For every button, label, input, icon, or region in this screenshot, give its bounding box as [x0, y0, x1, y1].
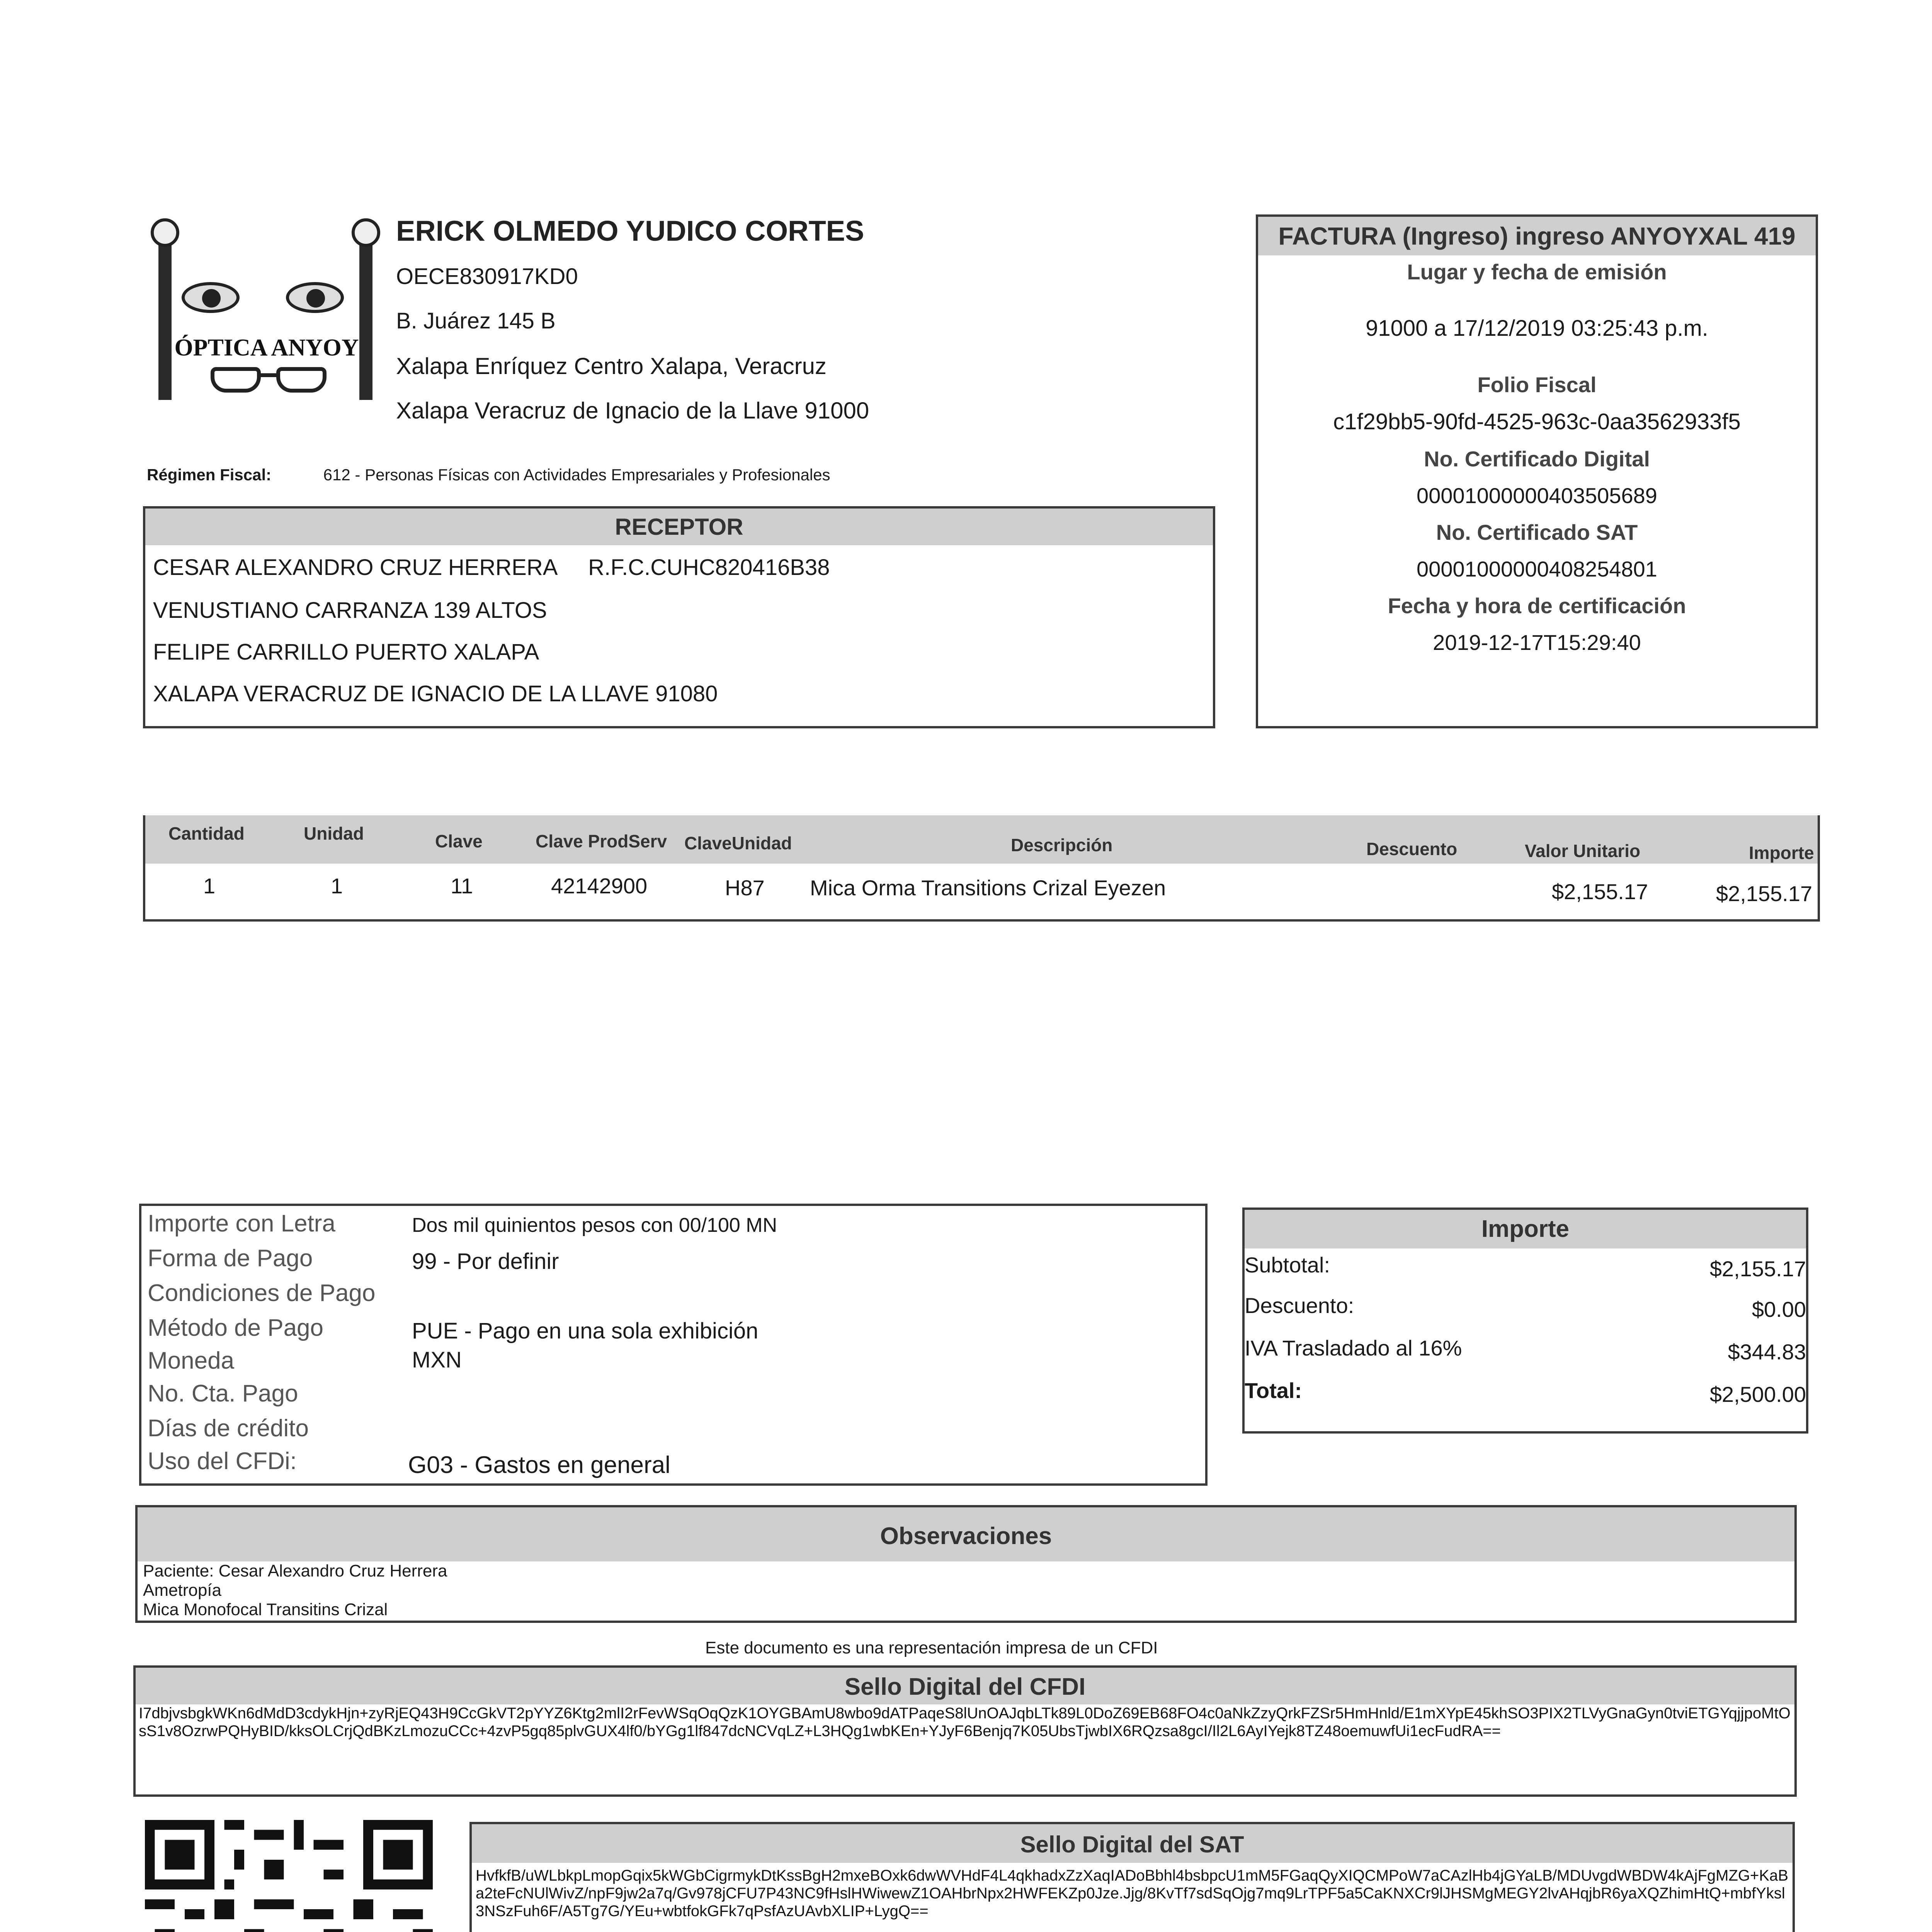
folio-label: Folio Fiscal [1477, 372, 1597, 397]
glasses-icon [211, 367, 327, 394]
folio-value: c1f29bb5-90fd-4525-963c-0aa3562933f5 [1333, 409, 1741, 434]
lugar-value: 91000 a 17/12/2019 03:25:43 p.m. [1366, 316, 1708, 341]
iva-label: IVA Trasladado al 16% [1245, 1336, 1462, 1360]
cell-clave-prodserv: 42142900 [551, 874, 648, 898]
invoice-title: FACTURA (Ingreso) ingreso ANYOYXAL 419 [1258, 217, 1816, 255]
fecha-cert-value: 2019-12-17T15:29:40 [1433, 630, 1641, 655]
cell-descripcion: Mica Orma Transitions Crizal Eyezen [810, 876, 1166, 900]
sello-cfdi-box [133, 1665, 1797, 1797]
descuento-label: Descuento: [1245, 1293, 1354, 1318]
cfdi-note: Este documento es una representación impresa de un CFDI [705, 1638, 1158, 1657]
col-descripcion: Descripción [1011, 835, 1113, 855]
iva-value: $344.83 [1728, 1340, 1806, 1364]
table-row [145, 864, 1818, 918]
items-header [145, 815, 1818, 864]
metodo-pago-label: Método de Pago [148, 1315, 324, 1341]
observaciones-box [135, 1505, 1797, 1623]
cell-clave-unidad: H87 [725, 876, 765, 900]
cell-importe: $2,155.17 [1716, 881, 1813, 906]
col-valor-unitario: Valor Unitario [1525, 841, 1641, 861]
issuer-info [396, 214, 1208, 433]
observaciones-line-2: Ametropía [143, 1581, 221, 1600]
issuer-name: ERICK OLMEDO YUDICO CORTES [396, 215, 864, 247]
receptor-box [143, 506, 1215, 728]
descuento-value: $0.00 [1752, 1297, 1806, 1321]
uso-cfdi-value: G03 - Gastos en general [408, 1452, 670, 1478]
cell-clave: 11 [451, 874, 473, 898]
total-value: $2,500.00 [1709, 1382, 1806, 1406]
right-eye-icon [286, 282, 344, 313]
regimen-label: Régimen Fiscal: [147, 466, 272, 484]
issuer-address-1: B. Juárez 145 B [396, 308, 556, 333]
sello-cfdi-value: I7dbjvsbgkWKn6dMdD3cdykHjn+zyRjEQ43H9CcGkVT2pYYZ6Ktg2mlI2rFevWSqOqQzK1OYGBAmU8wbo9dATPaqeS8lUnOAJqbLTk89L0DoZ69EB68FO4c0aNkZzyQrkFZSr5HmHnld/E1mXYpE45khSO3PIX2TLVyGnaGyn0tviETGYqjjpoMtOsS1v8OzrwPQHyBID/kksOLCrjQdBKzLmozuCCc+4zvP5gq85plvGUX4lf0/bYGg1lf847dcNCVqLZ+L3HQg1wbKEn+YJyF6Benjq7K05UbsTjwbIX6RQzsa8gcI/Il2L6AyIYejk8TZ48oemuwfUi1ecFudRA== [139, 1705, 1791, 1740]
subtotal-value: $2,155.17 [1709, 1257, 1806, 1281]
cert-value: 00001000000403505689 [1417, 483, 1657, 508]
cert-sat-value: 00001000000408254801 [1417, 557, 1657, 581]
issuer-rfc: OECE830917KD0 [396, 264, 578, 289]
qr-code-icon [145, 1820, 433, 1932]
observaciones-title: Observaciones [138, 1507, 1794, 1561]
receptor-title: RECEPTOR [145, 509, 1213, 545]
col-clave-prodserv: Clave ProdServ [536, 831, 667, 851]
left-eye-icon [182, 282, 240, 313]
col-importe: Importe [1749, 843, 1814, 863]
forma-pago-value: 99 - Por definir [412, 1249, 559, 1274]
regimen-value: 612 - Personas Físicas con Actividades Empresariales y Profesionales [323, 466, 830, 484]
uso-cfdi-label: Uso del CFDi: [148, 1448, 297, 1475]
cta-pago-label: No. Cta. Pago [148, 1380, 298, 1407]
col-clave-unidad: ClaveUnidad [684, 833, 792, 853]
totals-title: Importe [1245, 1210, 1806, 1248]
receptor-line-2: FELIPE CARRILLO PUERTO XALAPA [153, 639, 539, 665]
importe-letra-label: Importe con Letra [148, 1210, 335, 1237]
issuer-address-3: Xalapa Veracruz de Ignacio de la Llave 91000 [396, 398, 869, 423]
importe-letra-value: Dos mil quinientos pesos con 00/100 MN [412, 1214, 777, 1236]
subtotal-label: Subtotal: [1245, 1253, 1330, 1277]
forma-pago-label: Forma de Pago [148, 1245, 313, 1272]
receptor-rfc: R.F.C.CUHC820416B38 [588, 555, 830, 580]
cert-label: No. Certificado Digital [1424, 447, 1650, 471]
receptor-line-3: XALAPA VERACRUZ DE IGNACIO DE LA LLAVE 91080 [153, 681, 718, 706]
cell-unidad: 1 [331, 874, 343, 898]
col-unidad: Unidad [304, 823, 364, 844]
cell-valor-unitario: $2,155.17 [1552, 879, 1648, 904]
issuer-address-2: Xalapa Enríquez Centro Xalapa, Veracruz [396, 353, 827, 379]
cell-cantidad: 1 [203, 874, 216, 898]
col-cantidad: Cantidad [168, 823, 245, 844]
lugar-label: Lugar y fecha de emisión [1407, 260, 1667, 284]
sello-sat-box [469, 1822, 1795, 1932]
payment-box [139, 1204, 1208, 1486]
fecha-cert-label: Fecha y hora de certificación [1388, 594, 1686, 618]
observaciones-line-1: Paciente: Cesar Alexandro Cruz Herrera [143, 1561, 447, 1580]
cert-sat-label: No. Certificado SAT [1436, 520, 1638, 544]
items-table [143, 815, 1820, 922]
qr-code [145, 1820, 433, 1932]
moneda-value: MXN [412, 1347, 462, 1372]
col-descuento: Descuento [1366, 839, 1458, 859]
logo-text: ÓPTICA ANYOY [174, 335, 359, 361]
receptor-line-1: VENUSTIANO CARRANZA 139 ALTOS [153, 598, 547, 623]
sello-sat-value: HvfkfB/uWLbkpLmopGqix5kWGbCigrmykDtKssBgH2mxeBOxk6dwWVHdF4L4qkhadxZzXaqIADoBbhl4bsbpcU1mM5FGaqQyXIQCMPoW7aCAzlHb4jGYaLB/MDUvgdWBDW4kAjFgMZG+KaBa2teFcNUlWivZ/npF9jw2a7q/Gv978jCFU7P43NC9fHslHWiwewZ1OAHbrNpx2HWFEKZp0Jze.Jjg/8KvTf7sdSqOjg7mq9LrTPF5a5CaKNXCr9lJHSMgMEGY2lvAHqjbR6yaXQZhimHtQ+mbfYksl3NSzFuh6F/A5Tg7G/YEu+wbtfokGFk7qPsfAzUAvbXLIP+LygQ== [476, 1867, 1789, 1920]
metodo-pago-value: PUE - Pago en una sola exhibición [412, 1318, 759, 1344]
dias-credito-label: Días de crédito [148, 1415, 309, 1442]
regimen-fiscal [147, 466, 1229, 484]
invoice-box [1256, 214, 1818, 728]
sello-cfdi-title: Sello Digital del CFDI [136, 1668, 1794, 1704]
totals-box [1242, 1208, 1808, 1434]
observaciones-line-3: Mica Monofocal Transitins Crizal [143, 1600, 388, 1619]
col-clave: Clave [435, 831, 483, 851]
moneda-label: Moneda [148, 1347, 235, 1374]
condiciones-label: Condiciones de Pago [148, 1280, 376, 1306]
sello-sat-title: Sello Digital del SAT [472, 1824, 1793, 1863]
receptor-name: CESAR ALEXANDRO CRUZ HERRERA [153, 555, 558, 580]
issuer-logo [143, 214, 390, 408]
total-label: Total: [1245, 1378, 1302, 1403]
